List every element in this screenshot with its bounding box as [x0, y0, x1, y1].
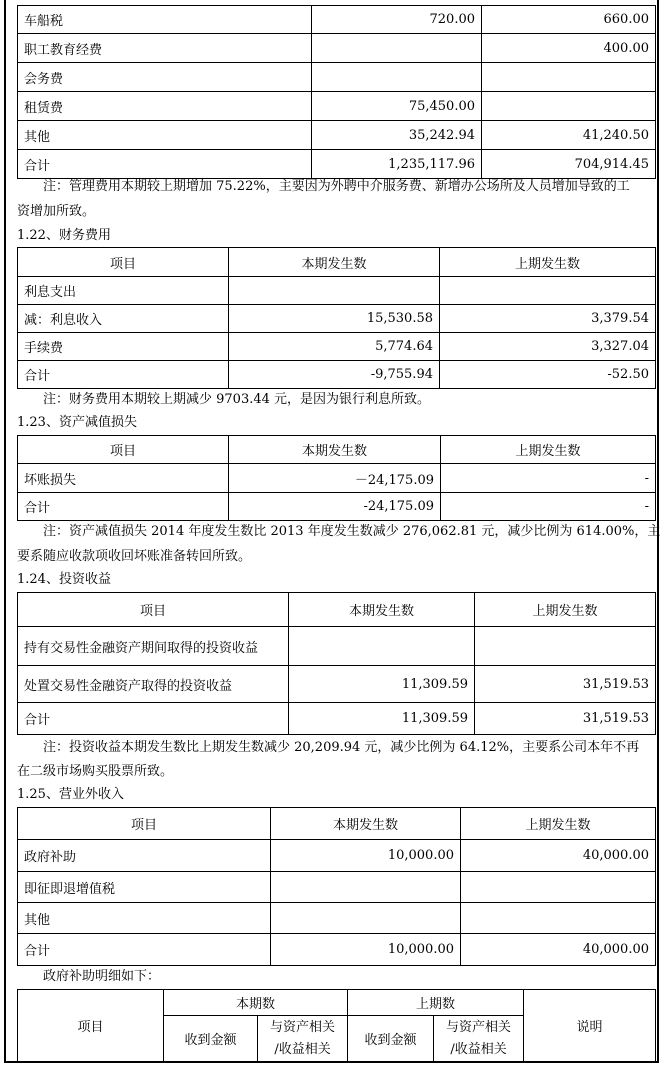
- financial-expense-table: [17, 247, 656, 389]
- row-current: [289, 627, 475, 666]
- row-item: 利息支出: [18, 277, 229, 305]
- header-previous-related: [434, 1016, 524, 1062]
- header-previous: 上期发生数: [461, 808, 656, 840]
- subsidy-detail-intro: 政府补助明细如下：: [43, 969, 161, 984]
- row-item: 职工教育经费: [18, 34, 312, 63]
- row-current: 10,000.00: [271, 840, 461, 872]
- row-item: 手续费: [18, 333, 229, 361]
- table-row: [18, 277, 656, 305]
- row-item: 持有交易性金融资产期间取得的投资收益: [18, 627, 289, 666]
- table-header-row: [18, 593, 656, 627]
- section-heading-1-24: 1.24、投资收益: [17, 572, 111, 587]
- header-item: 项目: [18, 248, 229, 277]
- table-header-row: [18, 990, 656, 1016]
- row-item: 减：利息收入: [18, 305, 229, 333]
- header-previous: 上期发生数: [440, 248, 656, 277]
- row-current: [312, 34, 482, 63]
- related-line1: 与资产相关: [446, 1019, 512, 1035]
- header-previous-received: 收到金额: [348, 1016, 434, 1062]
- asset-impairment-table: [17, 435, 656, 521]
- row-current: 15,530.58: [229, 305, 440, 333]
- note-investment-income-line1: 注：投资收益本期发生数比上期发生数减少 20,209.94 元，减少比例为 64.12%，主要系公司本年不再: [43, 740, 640, 755]
- related-line1: 与资产相关: [270, 1019, 336, 1035]
- row-item: 其他: [18, 121, 312, 150]
- row-current: [229, 277, 440, 305]
- row-current: -9,755.94: [229, 361, 440, 389]
- table-row: [18, 92, 656, 121]
- header-current: 本期发生数: [289, 593, 475, 627]
- header-previous-period: 上期数: [348, 990, 524, 1016]
- row-previous: [461, 903, 656, 934]
- table-header-row: [18, 248, 656, 277]
- row-previous: -52.50: [440, 361, 656, 389]
- note-financial-expense: 注：财务费用本期较上期减少 9703.44 元，是因为银行利息所致。: [43, 392, 431, 407]
- row-current: 1,235,117.96: [312, 150, 482, 179]
- table-row: [18, 34, 656, 63]
- row-item: 合计: [18, 703, 289, 735]
- row-previous: [461, 872, 656, 903]
- row-previous: 3,327.04: [440, 333, 656, 361]
- row-item: 会务费: [18, 63, 312, 92]
- row-current: －24,175.09: [229, 464, 441, 493]
- table-header-row: [18, 436, 656, 464]
- subsidy-detail-table: [17, 989, 656, 1062]
- header-current-period: 本期数: [164, 990, 348, 1016]
- header-current: 本期发生数: [271, 808, 461, 840]
- row-previous: 41,240.50: [482, 121, 656, 150]
- header-note: 说明: [524, 990, 656, 1062]
- note-management-expense-line1: 注：管理费用本期较上期增加 75.22%，主要因为外聘中介服务费、新增办公场所及人员增加导致的工: [43, 179, 630, 194]
- header-current: 本期发生数: [229, 248, 440, 277]
- table-row: [18, 464, 656, 493]
- header-item: 项目: [18, 593, 289, 627]
- note-asset-impairment-line1: 注：资产减值损失 2014 年度发生数比 2013 年度发生数减少 276,062.81 元，减少比例为 614.00%，主: [43, 524, 661, 539]
- row-current: 11,309.59: [289, 703, 475, 735]
- row-item: 其他: [18, 903, 271, 934]
- table-row: [18, 305, 656, 333]
- row-item: 车船税: [18, 6, 312, 34]
- row-current: [271, 872, 461, 903]
- header-current-received: 收到金额: [164, 1016, 258, 1062]
- table-row: [18, 627, 656, 666]
- row-item: 合计: [18, 150, 312, 179]
- section-heading-1-25: 1.25、营业外收入: [17, 787, 124, 802]
- row-item: 坏账损失: [18, 464, 229, 493]
- row-previous: [482, 92, 656, 121]
- section-heading-1-23: 1.23、资产减值损失: [17, 415, 137, 430]
- row-previous: 704,914.45: [482, 150, 656, 179]
- table-row: [18, 63, 656, 92]
- header-item: 项目: [18, 990, 164, 1062]
- row-item: 合计: [18, 493, 229, 521]
- table-row: [18, 840, 656, 872]
- header-item: 项目: [18, 436, 229, 464]
- row-current: 35,242.94: [312, 121, 482, 150]
- row-previous: 3,379.54: [440, 305, 656, 333]
- related-line2: /收益相关: [450, 1041, 507, 1057]
- table-row: [18, 333, 656, 361]
- row-previous: 660.00: [482, 6, 656, 34]
- row-item: 政府补助: [18, 840, 271, 872]
- row-previous: 40,000.00: [461, 934, 656, 966]
- table-row: [18, 6, 656, 34]
- table-row: [18, 903, 656, 934]
- header-previous: 上期发生数: [441, 436, 656, 464]
- note-management-expense-line2: 资增加所致。: [17, 204, 96, 219]
- row-current: 10,000.00: [271, 934, 461, 966]
- row-previous: 31,519.53: [475, 703, 656, 735]
- row-current: [312, 63, 482, 92]
- header-previous: 上期发生数: [475, 593, 656, 627]
- row-previous: 40,000.00: [461, 840, 656, 872]
- row-previous: [475, 627, 656, 666]
- note-asset-impairment-line2: 要系随应收款项收回坏账准备转回所致。: [17, 549, 252, 564]
- row-previous: -: [441, 464, 656, 493]
- row-current: [271, 903, 461, 934]
- row-item: 租赁费: [18, 92, 312, 121]
- row-current: 5,774.64: [229, 333, 440, 361]
- row-previous: 31,519.53: [475, 666, 656, 703]
- row-item: 处置交易性金融资产取得的投资收益: [18, 666, 289, 703]
- row-current: 75,450.00: [312, 92, 482, 121]
- row-previous: 400.00: [482, 34, 656, 63]
- table-row: [18, 872, 656, 903]
- table-row: [18, 703, 656, 735]
- row-previous: -: [441, 493, 656, 521]
- row-current: 720.00: [312, 6, 482, 34]
- table-header-row: [18, 808, 656, 840]
- table-row: [18, 361, 656, 389]
- row-item: 合计: [18, 361, 229, 389]
- table-row: [18, 666, 656, 703]
- row-previous: [482, 63, 656, 92]
- table-row: [18, 121, 656, 150]
- related-line2: /收益相关: [274, 1041, 331, 1057]
- row-item: 合计: [18, 934, 271, 966]
- header-current: 本期发生数: [229, 436, 441, 464]
- header-item: 项目: [18, 808, 271, 840]
- investment-income-table: [17, 592, 656, 735]
- table-row: [18, 493, 656, 521]
- row-current: -24,175.09: [229, 493, 441, 521]
- row-item: 即征即退增值税: [18, 872, 271, 903]
- non-operating-income-table: [17, 807, 656, 966]
- note-investment-income-line2: 在二级市场购买股票所致。: [17, 764, 174, 779]
- row-current: 11,309.59: [289, 666, 475, 703]
- table-row: [18, 934, 656, 966]
- row-previous: [440, 277, 656, 305]
- section-heading-1-22: 1.22、财务费用: [17, 228, 111, 243]
- management-expense-table: [17, 5, 656, 179]
- header-current-related: [258, 1016, 348, 1062]
